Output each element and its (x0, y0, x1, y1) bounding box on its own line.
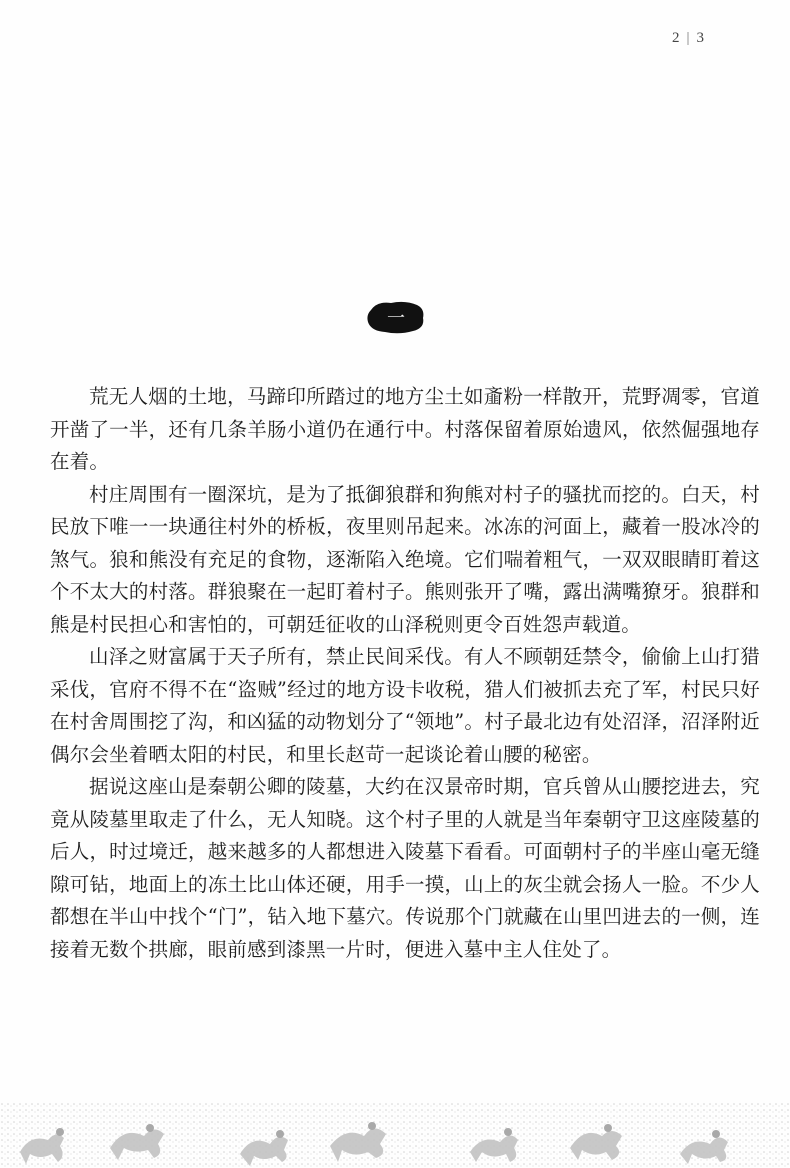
horse-rider-frieze-icon (0, 1102, 790, 1168)
paragraph: 荒无人烟的土地，马蹄印所踏过的地方尘土如齑粉一样散开，荒野凋零，官道开凿了一半，还有几条羊肠小道仍在通行中。村落保留着原始遗风，依然倔强地存在着。 (50, 385, 760, 473)
page-number-left: 2 (672, 30, 681, 46)
paragraph: 山泽之财富属于天子所有，禁止民间采伐。有人不顾朝廷禁令，偷偷上山打猎采伐，官府不得不在“盗贼”经过的地方设卡收税，猎人们被抓去充了军，村民只好在村舍周围挖了沟，和凶猛的动物划分了“领地”。村子最北边有处沼泽，沼泽附近偶尔会坐着晒太阳的村民，和里长赵苛一起谈论着山腰的秘密。 (50, 645, 760, 766)
paragraph: 据说这座山是秦朝公卿的陵墓，大约在汉景帝时期，官兵曾从山腰挖进去，究竟从陵墓里取走了什么，无人知晓。这个村子里的人就是当年秦朝守卫这座陵墓的后人，时过境迁，越来越多的人都想进入陵墓下看看。可面朝村子的半座山毫无缝隙可钻，地面上的冻土比山体还硬，用手一摸，山上的灰尘就会扬人一脸。不少人都想在半山中找个“门”，钻入地下墓穴。传说那个门就藏在山里凹进去的一侧，连接着无数个拱廊，眼前感到漆黑一片时，便进入墓中主人住处了。 (50, 775, 760, 961)
chapter-marker-text: 一 (387, 308, 405, 329)
chapter-marker-ink-blot (365, 298, 427, 336)
page-number-right: 3 (696, 30, 706, 46)
chapter-marker (365, 298, 427, 336)
page-number (672, 30, 705, 47)
decorative-footer-band (0, 1102, 790, 1168)
paragraph: 村庄周围有一圈深坑，是为了抵御狼群和狗熊对村子的骚扰而挖的。白天，村民放下唯一一块通往村外的桥板，夜里则吊起来。冰冻的河面上，藏着一股冰冷的煞气。狼和熊没有充足的食物，逐渐陷入绝境。它们喘着粗气，一双双眼睛盯着这个不太大的村落。群狼聚在一起盯着村子。熊则张开了嘴，露出满嘴獠牙。狼群和熊是村民担心和害怕的，可朝廷征收的山泽税则更令百姓怨声载道。 (50, 482, 760, 636)
page-number-separator: | (686, 30, 691, 46)
body-text (50, 381, 760, 966)
